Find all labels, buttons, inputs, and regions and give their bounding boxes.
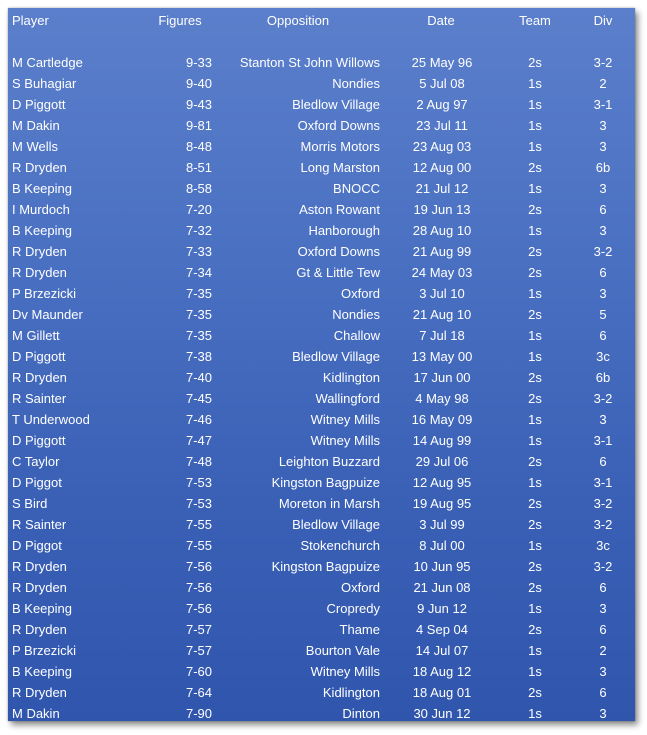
cell-div: 3 [599, 664, 607, 679]
cell-player: R Dryden [12, 370, 67, 385]
cell-div: 6b [595, 370, 611, 385]
cell-div: 3c [596, 538, 610, 553]
cell-date: 24 May 03 [411, 265, 473, 280]
cell-opposition: Stokenchurch [300, 538, 380, 553]
cell-opposition: Nondies [332, 307, 380, 322]
cell-figures: 7-40 [185, 370, 212, 385]
cell-team: 1s [528, 349, 542, 364]
table-row [8, 367, 635, 388]
cell-date: 25 May 96 [411, 55, 473, 70]
cell-date: 28 Aug 10 [412, 223, 472, 238]
cell-opposition: Nondies [332, 76, 380, 91]
table-header-row [8, 10, 635, 31]
cell-opposition: BNOCC [333, 181, 380, 196]
cell-player: C Taylor [12, 454, 60, 469]
cell-opposition: Morris Motors [300, 139, 380, 154]
cell-figures: 9-33 [185, 55, 212, 70]
cell-figures: 7-53 [185, 475, 212, 490]
cell-div: 6 [599, 265, 607, 280]
cell-opposition: Bourton Vale [305, 643, 380, 658]
cell-date: 7 Jul 18 [419, 328, 465, 343]
cell-team: 1s [528, 97, 542, 112]
cell-player: S Bird [12, 496, 48, 511]
cell-date: 23 Jul 11 [416, 118, 468, 133]
cell-player: P Brzezicki [12, 643, 77, 658]
table-row [8, 346, 635, 367]
cell-div: 3 [599, 601, 607, 616]
cell-player: R Dryden [12, 265, 67, 280]
cell-figures: 7-32 [185, 223, 212, 238]
cell-opposition: Bledlow Village [292, 517, 380, 532]
cell-opposition: Stanton St John Willows [239, 55, 380, 70]
cell-div: 3 [599, 706, 607, 721]
cell-player: R Dryden [12, 622, 67, 637]
cell-div: 3c [596, 349, 610, 364]
cell-player: B Keeping [12, 601, 72, 616]
table-row [8, 115, 635, 136]
cell-opposition: Hanborough [308, 223, 380, 238]
table-row [8, 304, 635, 325]
cell-opposition: Witney Mills [310, 412, 380, 427]
cell-div: 6 [599, 622, 607, 637]
cell-div: 3-2 [593, 55, 613, 70]
cell-opposition: Bledlow Village [292, 97, 380, 112]
cell-player: D Piggott [12, 349, 66, 364]
cell-team: 1s [528, 223, 542, 238]
cell-team: 2s [528, 55, 542, 70]
cell-opposition: Wallingford [315, 391, 380, 406]
cell-figures: 7-48 [185, 454, 212, 469]
header-team: Team [519, 13, 551, 28]
cell-div: 3-2 [593, 517, 613, 532]
table-row [8, 325, 635, 346]
cell-team: 2s [528, 391, 542, 406]
cell-player: B Keeping [12, 664, 72, 679]
cell-opposition: Bledlow Village [292, 349, 380, 364]
cell-div: 3-2 [593, 391, 613, 406]
table-row [8, 682, 635, 703]
cell-team: 2s [528, 580, 542, 595]
cell-figures: 9-81 [185, 118, 212, 133]
cell-div: 6 [599, 328, 607, 343]
header-opposition: Opposition [266, 13, 330, 28]
cell-date: 9 Jun 12 [417, 601, 467, 616]
cell-date: 19 Jun 13 [413, 202, 471, 217]
header-figures: Figures [158, 13, 202, 28]
cell-player: R Dryden [12, 559, 67, 574]
cell-opposition: Thame [339, 622, 380, 637]
table-row [8, 241, 635, 262]
cell-date: 12 Aug 00 [412, 160, 472, 175]
cell-opposition: Leighton Buzzard [278, 454, 380, 469]
cell-player: D Piggott [12, 433, 66, 448]
cell-player: I Murdoch [12, 202, 70, 217]
cell-date: 2 Aug 97 [416, 97, 468, 112]
cell-date: 21 Jul 12 [415, 181, 469, 196]
header-div: Div [593, 13, 613, 28]
cell-figures: 7-35 [185, 286, 212, 301]
table-row [8, 220, 635, 241]
cell-team: 1s [528, 181, 542, 196]
cell-date: 23 Aug 03 [412, 139, 472, 154]
cell-team: 1s [528, 601, 542, 616]
cell-player: M Gillett [12, 328, 60, 343]
cell-player: M Cartledge [12, 55, 83, 70]
cell-figures: 9-40 [185, 76, 212, 91]
cell-team: 1s [528, 664, 542, 679]
cell-team: 1s [528, 538, 542, 553]
cell-figures: 8-51 [185, 160, 212, 175]
cell-player: R Dryden [12, 160, 67, 175]
cell-opposition: Oxford [340, 286, 380, 301]
cell-opposition: Dinton [342, 706, 380, 721]
cell-date: 3 Jul 10 [419, 286, 465, 301]
table-row [8, 199, 635, 220]
cell-opposition: Oxford Downs [297, 244, 380, 259]
cell-figures: 7-56 [185, 580, 212, 595]
cell-date: 30 Jun 12 [413, 706, 471, 721]
cell-div: 6 [599, 685, 607, 700]
cell-div: 3-2 [593, 496, 613, 511]
cell-player: D Piggot [12, 538, 62, 553]
cell-div: 3 [599, 118, 607, 133]
cell-player: B Keeping [12, 223, 72, 238]
cell-player: R Sainter [12, 391, 67, 406]
cell-team: 1s [528, 433, 542, 448]
table-row [8, 94, 635, 115]
cell-team: 2s [528, 517, 542, 532]
cell-figures: 7-64 [185, 685, 212, 700]
cell-date: 5 Jul 08 [419, 76, 465, 91]
cell-team: 2s [528, 244, 542, 259]
table-row [8, 451, 635, 472]
table-row [8, 52, 635, 73]
cell-date: 19 Aug 95 [412, 496, 472, 511]
table-row [8, 73, 635, 94]
cell-team: 1s [528, 139, 542, 154]
cell-opposition: Kingston Bagpuize [271, 475, 380, 490]
cell-figures: 7-56 [185, 601, 212, 616]
cell-date: 29 Jul 06 [415, 454, 469, 469]
cell-team: 2s [528, 496, 542, 511]
table-row [8, 409, 635, 430]
cell-div: 2 [599, 643, 607, 658]
table-row [8, 577, 635, 598]
table-row [8, 157, 635, 178]
cell-player: M Dakin [12, 706, 60, 721]
cell-opposition: Kingston Bagpuize [271, 559, 380, 574]
cell-team: 2s [528, 685, 542, 700]
header-player: Player [12, 13, 49, 28]
cell-figures: 7-90 [185, 706, 212, 721]
cell-div: 3 [599, 181, 607, 196]
cell-opposition: Cropredy [326, 601, 380, 616]
cell-date: 18 Aug 01 [412, 685, 472, 700]
cell-date: 10 Jun 95 [413, 559, 471, 574]
cell-figures: 7-34 [185, 265, 212, 280]
cell-figures: 7-35 [185, 307, 212, 322]
cell-team: 2s [528, 454, 542, 469]
table-row [8, 472, 635, 493]
cell-date: 21 Jun 08 [413, 580, 471, 595]
cell-date: 17 Jun 00 [413, 370, 471, 385]
cell-figures: 7-56 [185, 559, 212, 574]
cell-div: 3 [599, 139, 607, 154]
cell-div: 3-1 [593, 433, 613, 448]
table-row [8, 514, 635, 535]
cell-div: 3-2 [593, 244, 613, 259]
table-row [8, 136, 635, 157]
cell-figures: 7-35 [185, 328, 212, 343]
cell-div: 2 [599, 76, 607, 91]
table-row [8, 535, 635, 556]
cell-div: 3-1 [593, 475, 613, 490]
cell-team: 1s [528, 475, 542, 490]
table-row [8, 640, 635, 661]
cell-team: 1s [528, 76, 542, 91]
cell-player: B Keeping [12, 181, 72, 196]
cell-player: D Piggot [12, 475, 62, 490]
cell-date: 12 Aug 95 [412, 475, 472, 490]
cell-player: Dv Maunder [12, 307, 83, 322]
cell-date: 13 May 00 [411, 349, 473, 364]
cell-figures: 7-46 [185, 412, 212, 427]
cell-date: 3 Jul 99 [419, 517, 465, 532]
cell-team: 2s [528, 370, 542, 385]
bowling-figures-table [8, 8, 635, 721]
cell-figures: 7-60 [185, 664, 212, 679]
cell-opposition: Long Marston [300, 160, 380, 175]
cell-team: 2s [528, 265, 542, 280]
cell-date: 8 Jul 00 [419, 538, 465, 553]
cell-figures: 7-33 [185, 244, 212, 259]
cell-date: 4 May 98 [415, 391, 469, 406]
cell-figures: 7-57 [185, 643, 212, 658]
table-row [8, 703, 635, 721]
cell-player: S Buhagiar [12, 76, 77, 91]
cell-team: 1s [528, 412, 542, 427]
cell-team: 1s [528, 706, 542, 721]
cell-figures: 7-45 [185, 391, 212, 406]
cell-figures: 7-47 [185, 433, 212, 448]
cell-player: R Dryden [12, 244, 67, 259]
cell-opposition: Kidlington [322, 685, 380, 700]
cell-player: R Sainter [12, 517, 67, 532]
cell-opposition: Witney Mills [310, 664, 380, 679]
cell-figures: 7-38 [185, 349, 212, 364]
table-row [8, 598, 635, 619]
table-row [8, 388, 635, 409]
cell-div: 3-1 [593, 97, 613, 112]
cell-opposition: Moreton in Marsh [278, 496, 380, 511]
cell-date: 14 Jul 07 [415, 643, 469, 658]
cell-player: M Dakin [12, 118, 60, 133]
cell-opposition: Witney Mills [310, 433, 380, 448]
cell-figures: 7-57 [185, 622, 212, 637]
cell-team: 2s [528, 307, 542, 322]
cell-div: 5 [599, 307, 607, 322]
cell-date: 16 May 09 [411, 412, 473, 427]
cell-team: 1s [528, 118, 542, 133]
cell-date: 18 Aug 12 [412, 664, 472, 679]
cell-team: 2s [528, 622, 542, 637]
cell-div: 3 [599, 223, 607, 238]
cell-opposition: Aston Rowant [299, 202, 380, 217]
cell-opposition: Oxford [340, 580, 380, 595]
cell-team: 1s [528, 643, 542, 658]
cell-date: 21 Aug 10 [412, 307, 472, 322]
cell-figures: 7-55 [185, 538, 212, 553]
table-row [8, 556, 635, 577]
cell-div: 6 [599, 202, 607, 217]
cell-figures: 7-20 [185, 202, 212, 217]
table-row [8, 178, 635, 199]
cell-opposition: Oxford Downs [297, 118, 380, 133]
table-row [8, 493, 635, 514]
cell-div: 3 [599, 286, 607, 301]
cell-date: 21 Aug 99 [412, 244, 472, 259]
cell-div: 3-2 [593, 559, 613, 574]
cell-date: 14 Aug 99 [412, 433, 472, 448]
cell-player: D Piggott [12, 97, 66, 112]
cell-player: T Underwood [12, 412, 90, 427]
cell-div: 6b [595, 160, 611, 175]
cell-opposition: Challow [333, 328, 380, 343]
cell-figures: 9-43 [185, 97, 212, 112]
table-row [8, 430, 635, 451]
cell-opposition: Kidlington [322, 370, 380, 385]
cell-figures: 7-55 [185, 517, 212, 532]
cell-player: R Dryden [12, 685, 67, 700]
cell-opposition: Gt & Little Tew [296, 265, 380, 280]
cell-div: 6 [599, 454, 607, 469]
cell-figures: 8-58 [185, 181, 212, 196]
header-date: Date [427, 13, 455, 28]
table-row [8, 283, 635, 304]
cell-team: 2s [528, 160, 542, 175]
table-row [8, 262, 635, 283]
cell-player: R Dryden [12, 580, 67, 595]
cell-div: 3 [599, 412, 607, 427]
table-row [8, 619, 635, 640]
cell-figures: 8-48 [185, 139, 212, 154]
cell-player: P Brzezicki [12, 286, 77, 301]
cell-date: 4 Sep 04 [415, 622, 469, 637]
cell-div: 6 [599, 580, 607, 595]
cell-player: M Wells [12, 139, 58, 154]
cell-figures: 7-53 [185, 496, 212, 511]
cell-team: 1s [528, 286, 542, 301]
cell-team: 2s [528, 559, 542, 574]
cell-team: 1s [528, 328, 542, 343]
table-row [8, 661, 635, 682]
cell-team: 2s [528, 202, 542, 217]
